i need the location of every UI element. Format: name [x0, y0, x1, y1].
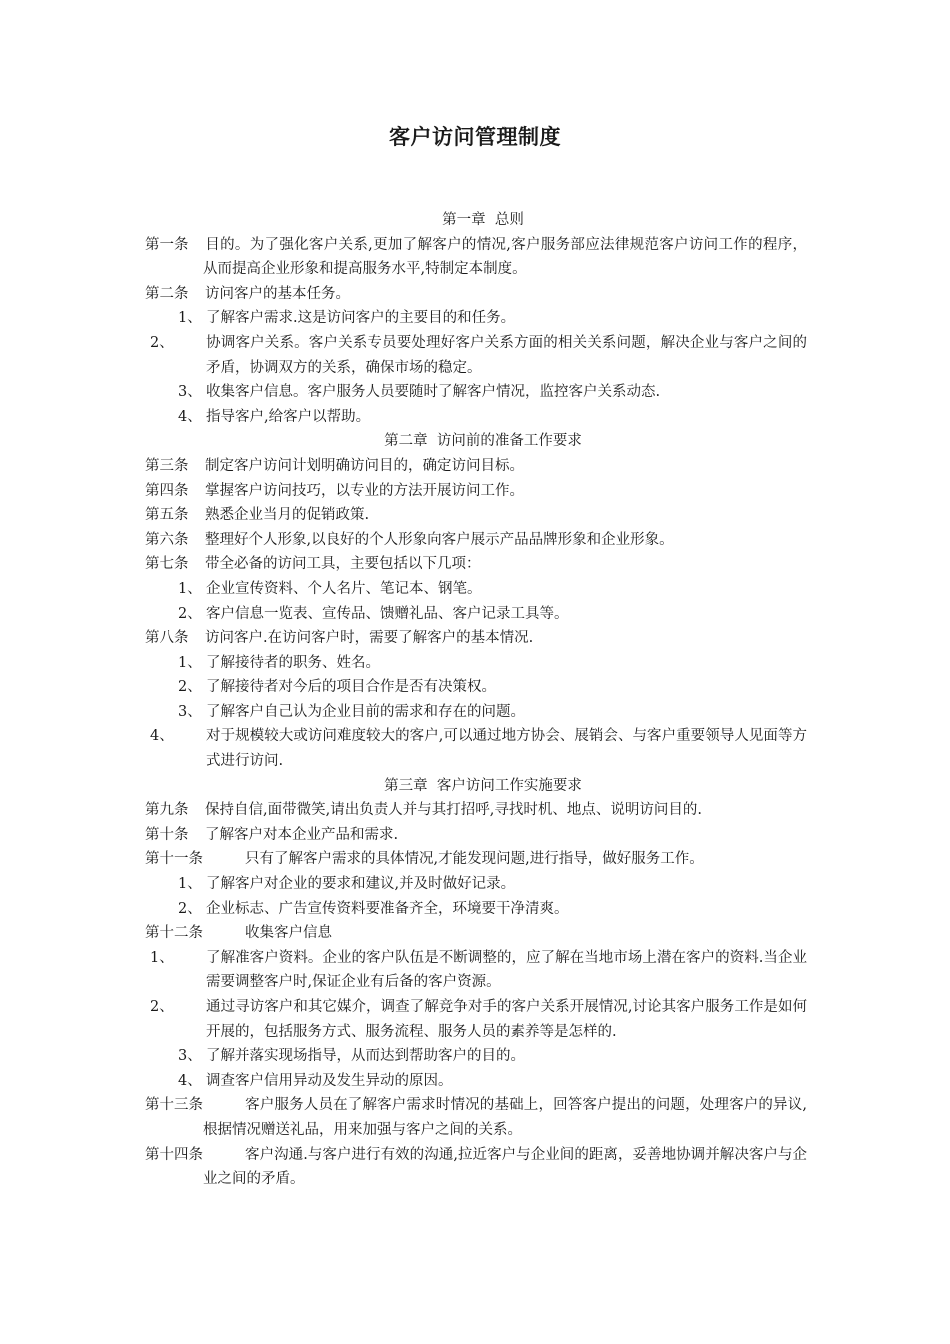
document-body: [145, 208, 807, 1192]
article-number: 第十四条: [145, 1146, 203, 1163]
chapter-heading: 第二章 访问前的准备工作要求: [384, 433, 582, 450]
article-number: 第一条: [145, 236, 189, 253]
item-number: 1、: [178, 654, 202, 671]
item-text: 协调客户关系。客户关系专员要处理好客户关系方面的相关关系问题，解决企业与客户之间的矛盾，协调双方的关系，确保市场的稳定。: [206, 334, 807, 376]
item-number: 1、: [178, 580, 202, 597]
list-item: [145, 724, 807, 773]
article-4: [145, 479, 807, 504]
item-text: 了解客户对企业的要求和建议,并及时做好记录。: [206, 876, 516, 893]
article-6: [145, 528, 807, 553]
item-text: 了解接待者对今后的项目合作是否有决策权。: [206, 679, 496, 696]
list-item: [145, 946, 807, 995]
item-number: 2、: [150, 334, 174, 351]
article-number: 第三条: [145, 457, 189, 474]
item-number: 2、: [178, 605, 202, 622]
article-5: [145, 503, 807, 528]
item-text: 了解并落实现场指导，从而达到帮助客户的目的。: [206, 1048, 525, 1065]
article-12: [145, 921, 807, 946]
item-number: 1、: [178, 876, 202, 893]
list-item: [145, 897, 807, 922]
list-item: [145, 331, 807, 380]
item-number: 2、: [178, 900, 202, 917]
article-number: 第十二条: [145, 925, 203, 942]
article-text: 客户服务人员在了解客户需求时情况的基础上，回答客户提出的问题，处理客户的异议,根据情况赠送礼品，用来加强与客户之间的关系。: [203, 1097, 807, 1138]
list-item: [145, 405, 807, 430]
article-10: [145, 823, 807, 848]
list-item: [145, 1069, 807, 1094]
item-text: 了解接待者的职务、姓名。: [206, 654, 380, 671]
list-item: [145, 995, 807, 1044]
item-number: 3、: [178, 1048, 202, 1065]
chapter-heading: 第一章 总则: [442, 212, 524, 228]
article-3: [145, 454, 807, 479]
item-number: 1、: [150, 949, 174, 966]
item-number: 4、: [178, 408, 202, 425]
article-text: 访问客户的基本任务。: [205, 285, 350, 302]
chapter-heading: 第三章 客户访问工作实施要求: [384, 777, 582, 794]
article-number: 第六条: [145, 531, 189, 548]
article-text: 了解客户对本企业产品和需求.: [205, 826, 399, 843]
article-text: 只有了解客户需求的具体情况,才能发现问题,进行指导，做好服务工作。: [245, 851, 704, 868]
article-number: 第九条: [145, 802, 189, 819]
item-number: 4、: [150, 728, 174, 745]
article-text: 掌握客户访问技巧，以专业的方法开展访问工作。: [205, 482, 524, 499]
article-2: [145, 282, 807, 307]
list-item: [145, 872, 807, 897]
article-text: 访问客户.在访问客户时，需要了解客户的基本情况.: [205, 630, 534, 647]
article-text: 目的。为了强化客户关系,更加了解客户的情况,客户服务部应法律规范客户访问工作的程序，从而提高企业形象和提高服务水平,特制定本制度。: [203, 236, 807, 278]
article-text: 熟悉企业当月的促销政策.: [205, 507, 370, 524]
list-item: [145, 577, 807, 602]
item-text: 指导客户,给客户以帮助。: [206, 408, 371, 425]
article-9: [145, 798, 807, 823]
item-number: 3、: [178, 703, 202, 720]
article-number: 第十一条: [145, 851, 203, 868]
article-number: 第十条: [145, 826, 189, 843]
article-number: 第二条: [145, 285, 189, 302]
item-text: 了解准客户资料。企业的客户队伍是不断调整的，应了解在当地市场上潜在客户的资料.当企业需要调整客户时,保证企业有后备的客户资源。: [206, 949, 807, 991]
list-item: [145, 1044, 807, 1069]
item-text: 企业宣传资料、个人名片、笔记本、钢笔。: [206, 580, 482, 597]
item-number: 2、: [150, 999, 174, 1015]
list-item: [145, 380, 807, 405]
article-text: 保持自信,面带微笑,请出负责人并与其打招呼,寻找时机、地点、说明访问目的.: [205, 802, 702, 819]
list-item: [145, 700, 807, 725]
article-8: [145, 626, 807, 651]
article-13: [145, 1093, 807, 1142]
item-text: 企业标志、广告宣传资料要准备齐全，环境要干净清爽。: [206, 900, 569, 917]
document-title: 客户访问管理制度: [389, 125, 561, 149]
article-number: 第四条: [145, 482, 189, 499]
list-item: [145, 651, 807, 676]
item-number: 2、: [178, 679, 202, 696]
item-number: 1、: [178, 310, 202, 327]
item-text: 客户信息一览表、宣传品、馈赠礼品、客户记录工具等。: [206, 605, 569, 622]
article-text: 带全必备的访问工具，主要包括以下几项：: [205, 556, 481, 573]
item-text: 了解客户需求.这是访问客户的主要目的和任务。: [206, 310, 516, 327]
article-number: 第七条: [145, 556, 189, 573]
article-text: 收集客户信息: [245, 925, 332, 942]
list-item: [145, 675, 807, 700]
item-number: 3、: [178, 384, 202, 401]
article-text: 整理好个人形象,以良好的个人形象向客户展示产品品牌形象和企业形象。: [205, 531, 674, 548]
item-text: 收集客户信息。客户服务人员要随时了解客户情况，监控客户关系动态.: [206, 384, 661, 401]
list-item: [145, 602, 807, 627]
article-11: [145, 847, 807, 872]
article-text: 客户沟通.与客户进行有效的沟通,拉近客户与企业间的距离，妥善地协调并解决客户与企业之间的矛盾。: [203, 1146, 807, 1188]
article-text: 制定客户访问计划明确访问目的，确定访问目标。: [205, 457, 524, 474]
item-text: 了解客户自己认为企业目前的需求和存在的问题。: [206, 703, 525, 720]
item-text: 对于规模较大或访问难度较大的客户,可以通过地方协会、展销会、与客户重要领导人见面等方式进行访问.: [206, 728, 807, 770]
article-number: 第八条: [145, 630, 189, 647]
article-number: 第五条: [145, 507, 189, 524]
article-7: [145, 552, 807, 577]
article-1: [145, 233, 807, 282]
item-text: 调查客户信用异动及发生异动的原因。: [206, 1072, 453, 1089]
article-14: [145, 1143, 807, 1192]
article-number: 第十三条: [145, 1097, 203, 1114]
item-text: 通过寻访客户和其它媒介，调查了解竞争对手的客户关系开展情况,讨论其客户服务工作是如何开展的，包括服务方式、服务流程、服务人员的素养等是怎样的.: [206, 999, 807, 1040]
list-item: [145, 306, 807, 331]
item-number: 4、: [178, 1072, 202, 1089]
